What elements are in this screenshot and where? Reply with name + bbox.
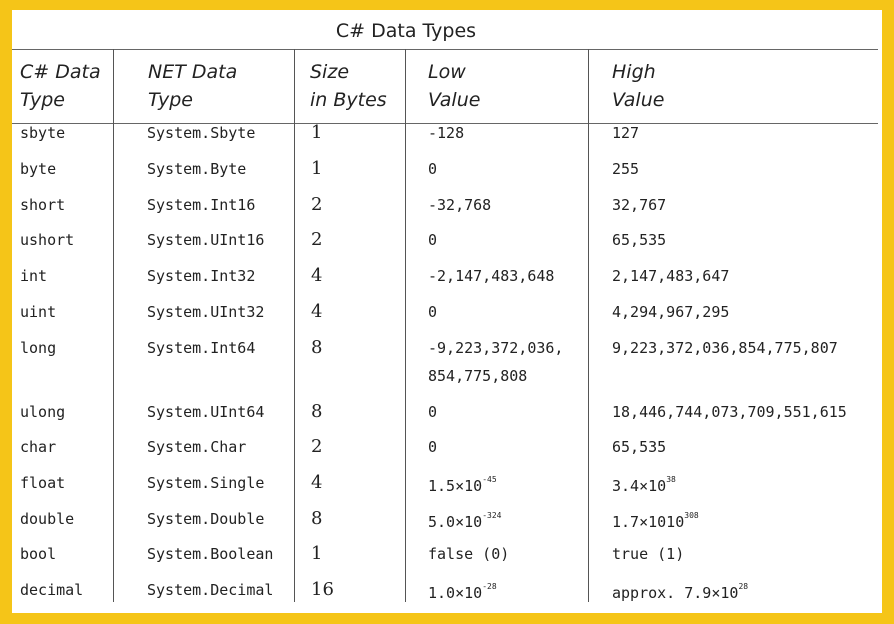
column-divider	[405, 49, 406, 602]
size-cell	[311, 505, 322, 533]
net-type-cell	[147, 398, 264, 426]
cs-type-cell	[20, 155, 56, 183]
cs-type-cell-text: byte	[20, 160, 57, 178]
cs-type-cell-text: short	[20, 196, 66, 214]
size-cell-text: 2	[311, 194, 323, 215]
net-type-cell-text: System.Single	[147, 474, 265, 492]
high-value-cell	[612, 191, 666, 219]
size-cell-text: 8	[311, 508, 323, 529]
size-cell-text: 4	[311, 265, 323, 286]
high-value-cell	[612, 505, 699, 536]
size-cell-text: 8	[311, 337, 323, 358]
net-type-cell-text: System.Int16	[147, 196, 256, 214]
net-type-cell-text: System.UInt64	[147, 403, 265, 421]
high-exponent: 28	[738, 582, 749, 591]
low-value-cell-text: 5.0×10	[428, 513, 483, 531]
net-type-cell	[147, 298, 264, 326]
header-high-value	[612, 58, 664, 114]
header-high-line2: Value	[612, 89, 665, 111]
column-divider	[588, 49, 589, 602]
header-cs-type	[20, 58, 101, 114]
low-value-cell-text: false (0)	[428, 545, 510, 563]
low-exponent: -28	[482, 582, 497, 591]
header-size	[310, 58, 387, 114]
cs-type-cell-text: long	[20, 339, 57, 357]
size-cell-text: 16	[311, 579, 334, 600]
net-type-cell	[147, 226, 264, 254]
low-value-cell-text: 1.0×10	[428, 584, 483, 602]
header-high-line1: High	[612, 61, 656, 83]
cs-type-cell	[20, 298, 56, 326]
cs-type-cell	[20, 398, 65, 426]
high-value-cell-text: 9,223,372,036,854,775,807	[612, 339, 838, 357]
net-type-cell	[147, 433, 246, 461]
net-type-cell-text: System.Decimal	[147, 581, 274, 599]
low-exponent: -324	[482, 511, 502, 520]
header-net-type-line2: Type	[148, 89, 193, 111]
net-type-cell-text: System.Boolean	[147, 545, 274, 563]
size-cell	[311, 226, 322, 254]
net-type-cell	[147, 505, 264, 533]
high-value-cell-text: 1.7×1010	[612, 513, 685, 531]
low-value-cell	[428, 469, 497, 500]
high-value-cell-text: true (1)	[612, 545, 685, 563]
high-value-cell	[612, 398, 847, 426]
header-net-type	[148, 58, 237, 114]
high-value-cell	[612, 155, 639, 183]
low-value-cell-text: 0	[428, 303, 438, 321]
size-cell	[311, 155, 322, 183]
high-value-cell-text: 255	[612, 160, 640, 178]
net-type-cell-text: System.Int64	[147, 339, 256, 357]
size-cell-text: 2	[311, 436, 323, 457]
high-value-cell-text: approx. 7.9×10	[612, 584, 739, 602]
low-value-cell	[428, 433, 437, 461]
size-cell-text: 1	[311, 122, 323, 143]
low-value-cell-text: 0	[428, 403, 438, 421]
size-cell-text: 8	[311, 401, 323, 422]
low-value-cell-text: -9,223,372,036,	[428, 339, 564, 357]
cs-type-cell	[20, 505, 74, 533]
low-value-cell-text: -2,147,483,648	[428, 267, 555, 285]
low-value-cell-text: 1.5×10	[428, 477, 483, 495]
cs-type-cell	[20, 469, 65, 497]
size-cell-text: 4	[311, 301, 323, 322]
net-type-cell-text: System.Double	[147, 510, 265, 528]
header-size-line2: in Bytes	[310, 89, 387, 111]
size-cell	[311, 334, 322, 362]
header-cs-type-line2: Type	[20, 89, 65, 111]
cs-type-cell-text: double	[20, 510, 75, 528]
size-cell	[311, 262, 322, 290]
low-value-cell	[428, 334, 563, 390]
cs-type-cell	[20, 191, 65, 219]
low-value-cell-text: 0	[428, 160, 438, 178]
cs-type-cell	[20, 226, 74, 254]
low-value-cell	[428, 226, 437, 254]
cs-type-cell	[20, 433, 56, 461]
high-value-cell-text: 4,294,967,295	[612, 303, 730, 321]
size-cell-text: 1	[311, 158, 323, 179]
net-type-cell	[147, 262, 255, 290]
net-type-cell-text: System.UInt32	[147, 303, 265, 321]
cs-type-cell-text: bool	[20, 545, 57, 563]
net-type-cell	[147, 119, 255, 147]
net-type-cell	[147, 191, 255, 219]
cs-type-cell	[20, 334, 56, 362]
low-value-cell	[428, 540, 509, 568]
header-cs-type-line1: C# Data	[20, 61, 101, 83]
low-value-cell-text: -32,768	[428, 196, 492, 214]
data-types-table	[12, 10, 882, 613]
low-value-cell	[428, 262, 554, 290]
net-type-cell	[147, 155, 246, 183]
net-type-cell	[147, 576, 273, 604]
size-cell	[311, 433, 322, 461]
size-cell	[311, 540, 322, 568]
cs-type-cell	[20, 576, 83, 604]
high-value-cell-text: 65,535	[612, 438, 667, 456]
cs-type-cell	[20, 262, 47, 290]
high-value-cell-text: 2,147,483,647	[612, 267, 730, 285]
low-value-cell	[428, 155, 437, 183]
high-value-cell	[612, 226, 666, 254]
cs-type-cell-text: float	[20, 474, 66, 492]
cs-type-cell	[20, 119, 65, 147]
low-value-cell	[428, 298, 437, 326]
net-type-cell	[147, 469, 264, 497]
header-size-line1: Size	[310, 61, 350, 83]
high-value-cell	[612, 433, 666, 461]
high-value-cell	[612, 576, 748, 607]
size-cell	[311, 298, 322, 326]
title-divider	[12, 49, 878, 50]
high-exponent: 38	[666, 475, 676, 484]
size-cell	[311, 398, 322, 426]
high-value-cell	[612, 298, 729, 326]
column-divider	[113, 49, 114, 602]
high-value-cell	[612, 262, 729, 290]
size-cell	[311, 469, 322, 497]
net-type-cell-text: System.UInt16	[147, 231, 265, 249]
cs-type-cell-text: uint	[20, 303, 57, 321]
low-value-cell	[428, 191, 491, 219]
high-value-cell-text: 18,446,744,073,709,551,615	[612, 403, 847, 421]
net-type-cell	[147, 540, 273, 568]
header-low-line2: Value	[428, 89, 481, 111]
high-value-cell-text: 65,535	[612, 231, 667, 249]
low-value-cell	[428, 119, 464, 147]
size-cell-text: 4	[311, 472, 323, 493]
cs-type-cell-text: ulong	[20, 403, 66, 421]
high-value-cell	[612, 334, 838, 362]
net-type-cell	[147, 334, 255, 362]
header-net-type-line1: NET Data	[148, 61, 238, 83]
net-type-cell-text: System.Char	[147, 438, 247, 456]
cs-type-cell-text: char	[20, 438, 57, 456]
high-value-cell	[612, 540, 684, 568]
high-value-cell	[612, 469, 676, 500]
high-value-cell-text: 32,767	[612, 196, 667, 214]
low-value-cell-text: -128	[428, 124, 465, 142]
size-cell	[311, 191, 322, 219]
low-value-continued: 854,775,808	[428, 367, 528, 385]
high-value-cell-text: 3.4×10	[612, 477, 667, 495]
low-exponent: -45	[482, 475, 497, 484]
high-value-cell	[612, 119, 639, 147]
size-cell-text: 2	[311, 229, 323, 250]
size-cell	[311, 119, 322, 147]
header-low-line1: Low	[428, 61, 466, 83]
column-divider	[294, 49, 295, 602]
high-exponent: 308	[684, 511, 699, 520]
low-value-cell	[428, 505, 501, 536]
cs-type-cell	[20, 540, 56, 568]
low-value-cell-text: 0	[428, 438, 438, 456]
net-type-cell-text: System.Byte	[147, 160, 247, 178]
cs-type-cell-text: int	[20, 267, 48, 285]
low-value-cell-text: 0	[428, 231, 438, 249]
high-value-cell-text: 127	[612, 124, 640, 142]
low-value-cell	[428, 576, 497, 607]
cs-type-cell-text: ushort	[20, 231, 75, 249]
cs-type-cell-text: decimal	[20, 581, 84, 599]
cs-type-cell-text: sbyte	[20, 124, 66, 142]
header-low-value	[428, 58, 480, 114]
table-title: C# Data Types	[335, 20, 477, 42]
net-type-cell-text: System.Sbyte	[147, 124, 256, 142]
size-cell	[311, 576, 334, 604]
size-cell-text: 1	[311, 543, 323, 564]
net-type-cell-text: System.Int32	[147, 267, 256, 285]
low-value-cell	[428, 398, 437, 426]
